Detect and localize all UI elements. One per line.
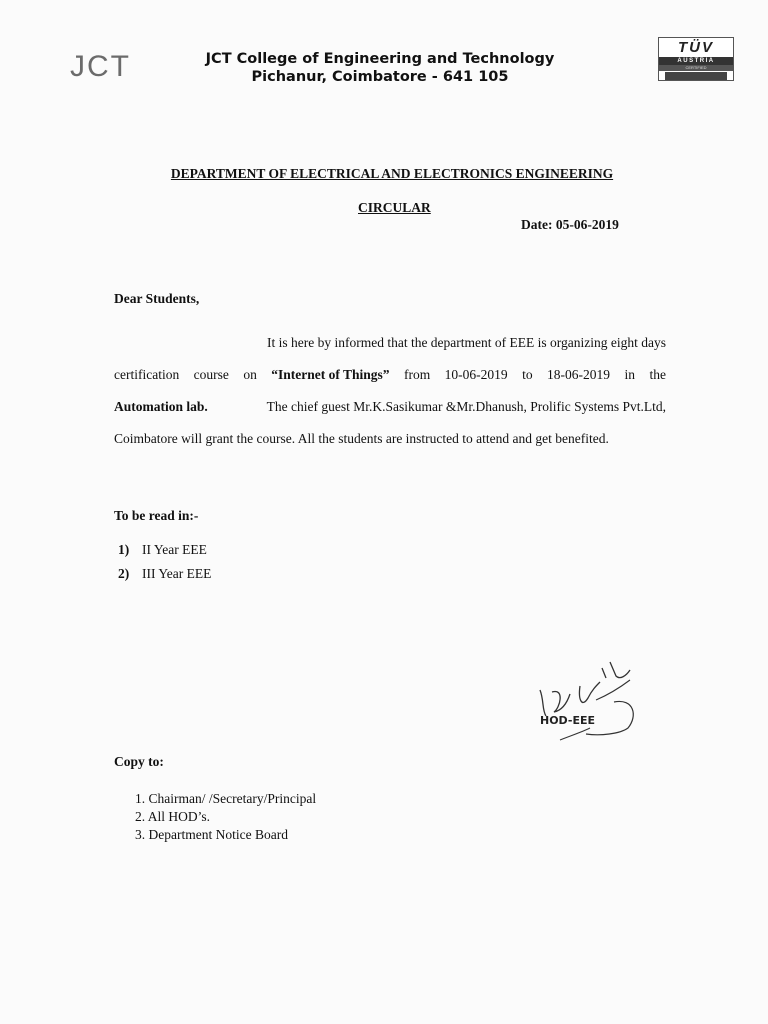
list-item bbox=[118, 542, 207, 558]
copy-to-heading: Copy to: bbox=[114, 754, 164, 769]
word: from bbox=[403, 367, 431, 382]
body-line-1: It is here by informed that the department of EEE is organizing eight days bbox=[266, 335, 666, 350]
list-number: 2) bbox=[118, 566, 130, 581]
circular-heading: CIRCULAR bbox=[358, 200, 431, 215]
word: the bbox=[649, 367, 666, 382]
badge-band bbox=[665, 72, 727, 80]
venue: Automation lab. bbox=[114, 399, 208, 414]
chief-guest-text: The chief guest Mr.K.Sasikumar &Mr.Dhanush, Prolific Systems Pvt.Ltd, bbox=[266, 399, 666, 414]
list-item: 2. All HOD’s. bbox=[135, 809, 211, 824]
word: certification bbox=[114, 367, 180, 382]
department-title: DEPARTMENT OF ELECTRICAL AND ELECTRONICS ENGINEERING bbox=[170, 166, 614, 181]
course-name: “Internet of Things” bbox=[271, 367, 390, 382]
word: to bbox=[522, 367, 533, 382]
greeting: Dear Students, bbox=[114, 291, 200, 306]
word: on bbox=[243, 367, 257, 382]
circular-date: Date: 05-06-2019 bbox=[521, 217, 619, 232]
tuv-certification-badge bbox=[658, 37, 734, 81]
word: course bbox=[193, 367, 229, 382]
to-be-read-heading: To be read in:- bbox=[114, 508, 199, 523]
list-text: II Year EEE bbox=[142, 542, 207, 557]
list-item bbox=[118, 566, 211, 582]
handwritten-signature bbox=[530, 650, 670, 745]
body-line-4: Coimbatore will grant the course. All the students are instructed to attend and get benefited. bbox=[114, 431, 609, 446]
signatory-title: HOD-EEE bbox=[540, 714, 595, 727]
body-line-3 bbox=[114, 399, 666, 415]
list-text: III Year EEE bbox=[142, 566, 212, 581]
college-header bbox=[160, 50, 600, 86]
college-logo: JCT bbox=[70, 50, 131, 83]
end-date: 18-06-2019 bbox=[547, 367, 611, 382]
word: in bbox=[624, 367, 635, 382]
college-name: JCT College of Engineering and Technology bbox=[205, 51, 555, 67]
list-item: 1. Chairman/ /Secretary/Principal bbox=[135, 791, 317, 806]
badge-country: AUSTRIA bbox=[659, 57, 733, 65]
list-number: 1) bbox=[118, 542, 130, 557]
college-address: Pichanur, Coimbatore - 641 105 bbox=[251, 69, 509, 85]
start-date: 10-06-2019 bbox=[444, 367, 508, 382]
badge-title: TÜV bbox=[678, 39, 714, 56]
body-line-2 bbox=[114, 367, 666, 383]
badge-certified: CERTIFIED bbox=[659, 65, 733, 71]
list-item: 3. Department Notice Board bbox=[135, 827, 288, 842]
